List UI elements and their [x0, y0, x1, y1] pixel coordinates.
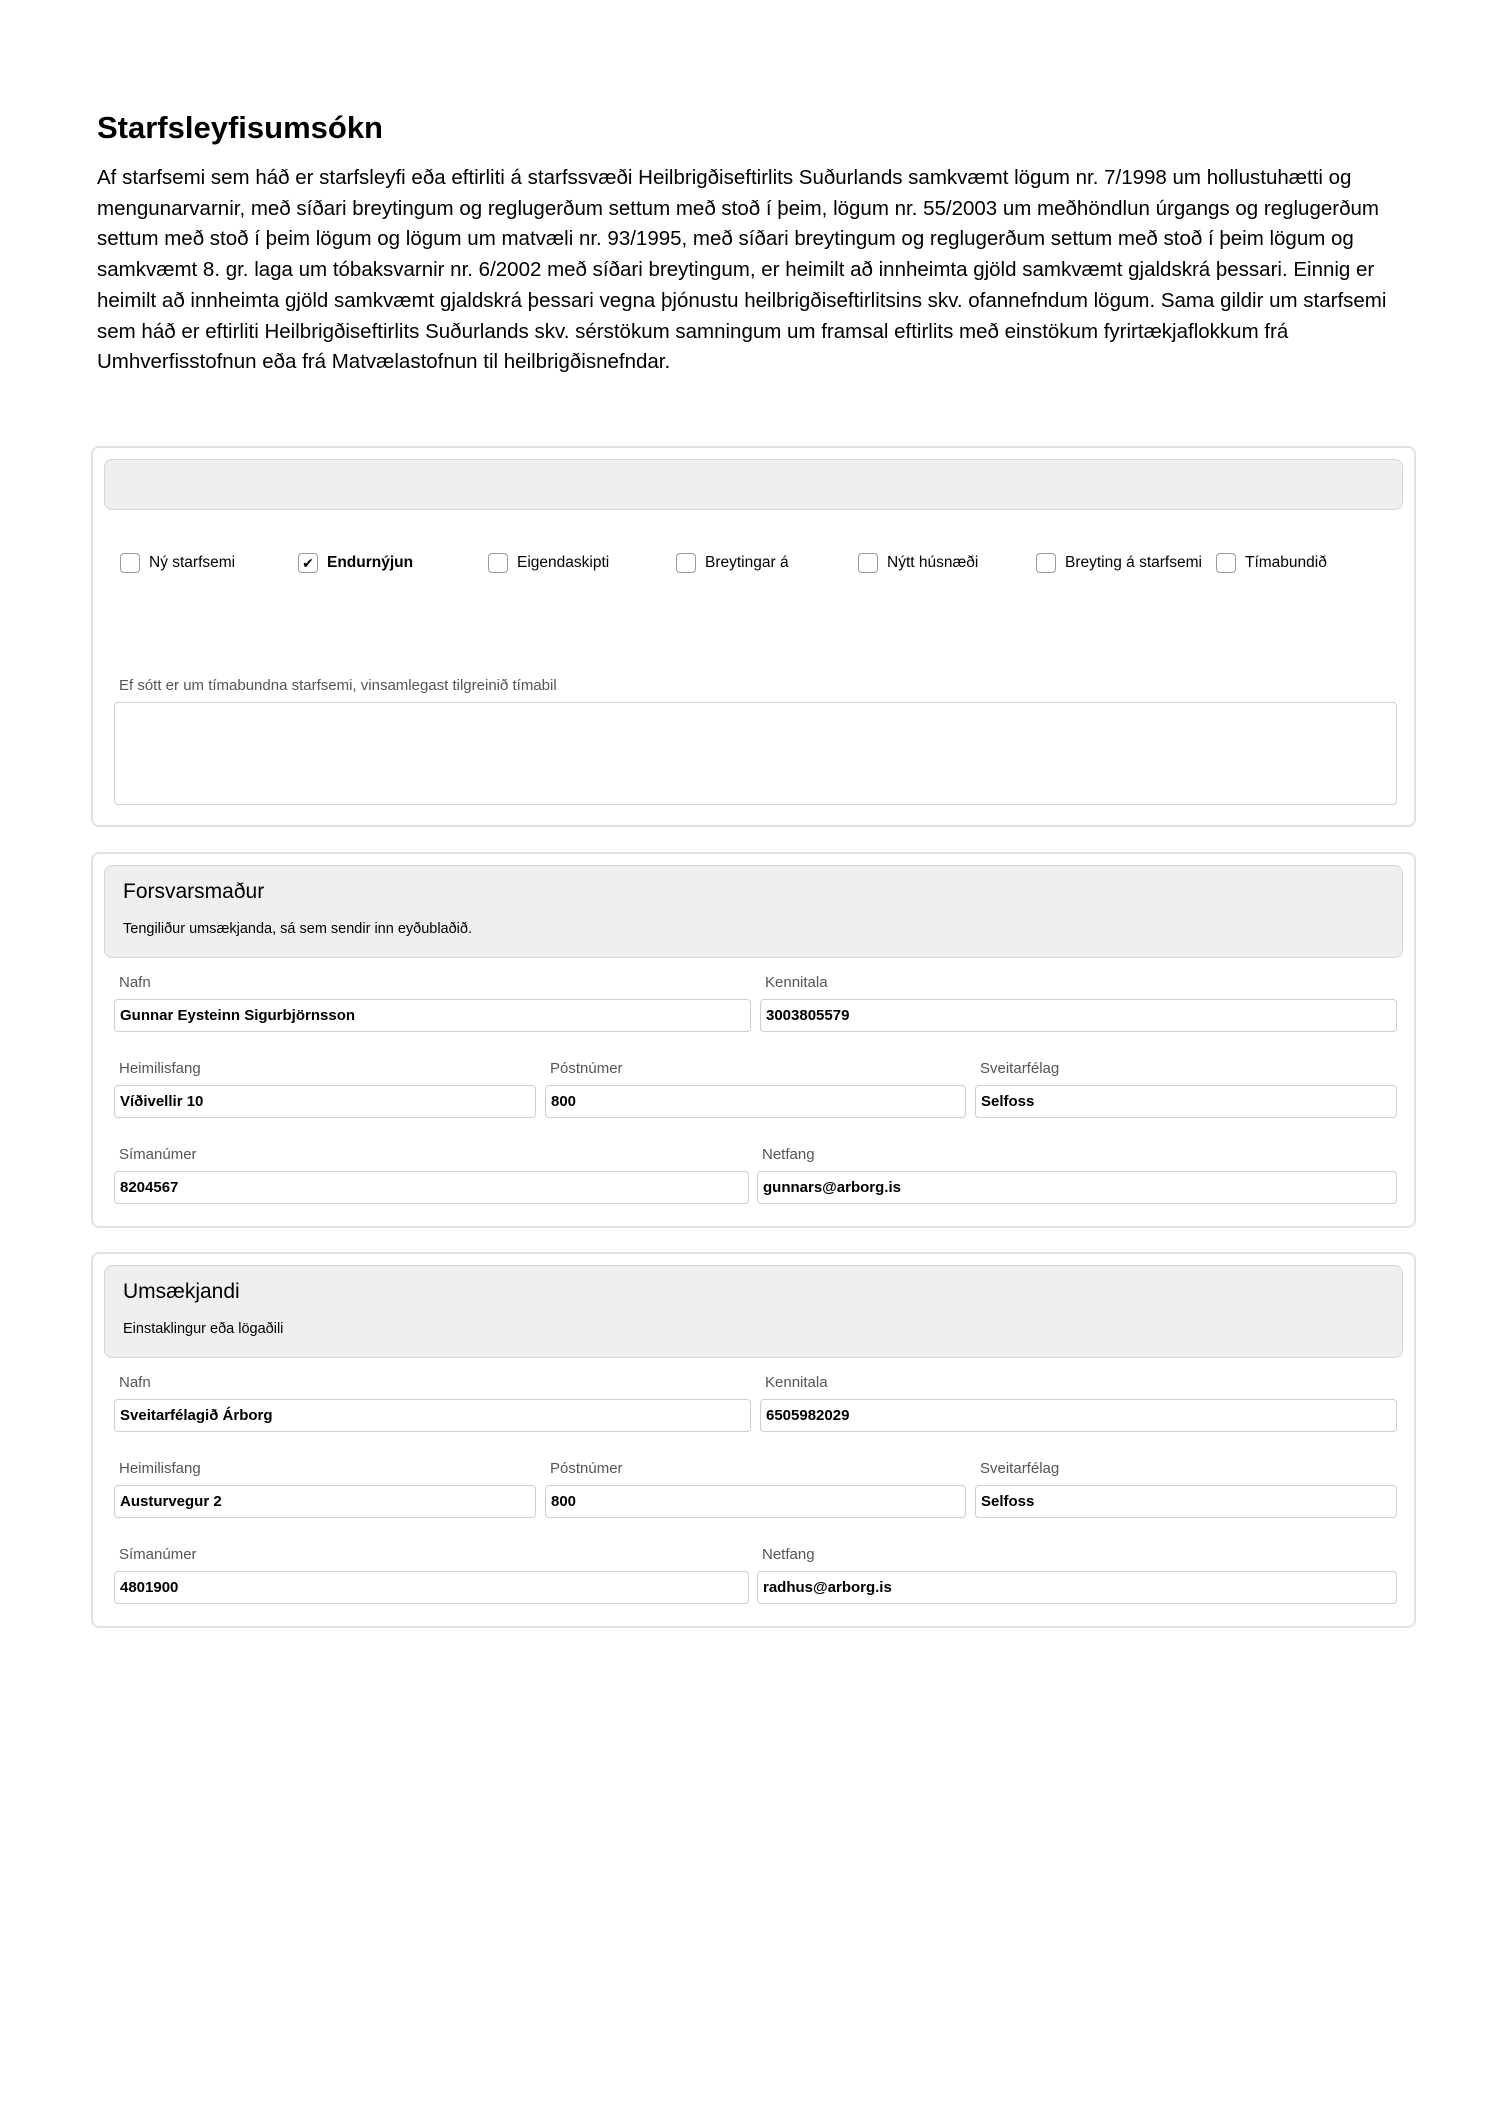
applicant-header [104, 1265, 1403, 1358]
option-temporary[interactable]: Tímabundið [1216, 551, 1327, 575]
checkbox[interactable] [488, 553, 508, 573]
option-new-operation[interactable]: Ný starfsemi [120, 551, 235, 575]
phone-label: Símanúmer [119, 1546, 197, 1563]
ssn-label: Kennitala [765, 974, 828, 991]
intro-text: Af starfsemi sem háð er starfsleyfi eða eftirliti á starfssvæði Heilbrigðiseftirlits Suðurlands samkvæmt lögum nr. 7/1998 um hollustuhætti og mengunarvarnir, með síðari breytingum og reglugerðum settum með stoð í þeim, lögum nr. 55/2003 um meðhöndlun úrgangs og reglugerðum settum með stoð í þeim lögum og lögum um matvæli nr. 93/1995, með síðari breytingum og reglugerðum settum með stoð í þeim lögum og samkvæmt 8. gr. laga um tóbaksvarnir nr. 6/2002 með síðari breytingum, er heimilt að innheimta gjöld samkvæmt gjaldskrá þessari. Einnig er heimilt að innheimta gjöld samkvæmt gjaldskrá þessari vegna þjónustu heilbrigðiseftirlitsins skv. ofannefndum lögum. Sama gildir um starfsemi sem háð er eftirliti Heilbrigðiseftirlits Suðurlands skv. sérstökum samningum um framsal eftirlits með einstökum fyrirtækjaflokkum frá Umhverfisstofnun eða frá Matvælastofnun til heilbrigðisnefndar. [97, 166, 1387, 374]
representative-subheading: Tengiliður umsækjanda, sá sem sendir inn eyðublaðið. [123, 921, 472, 937]
checkbox[interactable] [676, 553, 696, 573]
application-type-panel [91, 446, 1416, 827]
municipality-field[interactable]: Selfoss [975, 1485, 1397, 1518]
email-label: Netfang [762, 1546, 815, 1563]
email-label: Netfang [762, 1146, 815, 1163]
name-field[interactable]: Sveitarfélagið Árborg [114, 1399, 751, 1432]
representative-heading: Forsvarsmaður [123, 880, 265, 903]
postcode-label: Póstnúmer [550, 1460, 623, 1477]
phone-field[interactable]: 8204567 [114, 1171, 749, 1204]
address-label: Heimilisfang [119, 1060, 201, 1077]
applicant-subheading: Einstaklingur eða lögaðili [123, 1321, 284, 1337]
ssn-label: Kennitala [765, 1374, 828, 1391]
municipality-field[interactable]: Selfoss [975, 1085, 1397, 1118]
address-field[interactable]: Austurvegur 2 [114, 1485, 536, 1518]
applicant-heading: Umsækjandi [123, 1280, 240, 1303]
address-field[interactable]: Víðivellir 10 [114, 1085, 536, 1118]
name-field[interactable]: Gunnar Eysteinn Sigurbjörnsson [114, 999, 751, 1032]
ssn-field[interactable]: 3003805579 [760, 999, 1397, 1032]
ssn-field[interactable]: 6505982029 [760, 1399, 1397, 1432]
postcode-field[interactable]: 800 [545, 1085, 966, 1118]
phone-field[interactable]: 4801900 [114, 1571, 749, 1604]
period-textarea[interactable] [114, 702, 1397, 805]
email-field[interactable]: gunnars@arborg.is [757, 1171, 1397, 1204]
email-field[interactable]: radhus@arborg.is [757, 1571, 1397, 1604]
applicant-panel [91, 1252, 1416, 1628]
address-label: Heimilisfang [119, 1460, 201, 1477]
check-icon: ✔ [302, 555, 314, 571]
option-renewal[interactable]: ✔ Endurnýjun [298, 551, 413, 575]
representative-header [104, 865, 1403, 958]
checkbox-checked[interactable] [298, 553, 318, 573]
option-new-premises[interactable]: Nýtt húsnæði [858, 551, 978, 575]
period-label: Ef sótt er um tímabundna starfsemi, vinsamlegast tilgreinið tímabil [119, 677, 557, 694]
application-type-header [104, 459, 1403, 510]
option-changes[interactable]: Breytingar á [676, 551, 789, 575]
postcode-field[interactable]: 800 [545, 1485, 966, 1518]
option-change-of-operation[interactable]: Breyting á starfsemi [1036, 551, 1202, 575]
representative-panel [91, 852, 1416, 1228]
phone-label: Símanúmer [119, 1146, 197, 1163]
municipality-label: Sveitarfélag [980, 1460, 1060, 1477]
name-label: Nafn [119, 1374, 151, 1391]
municipality-label: Sveitarfélag [980, 1060, 1060, 1077]
checkbox[interactable] [120, 553, 140, 573]
postcode-label: Póstnúmer [550, 1060, 623, 1077]
checkbox[interactable] [858, 553, 878, 573]
page-title: Starfsleyfisumsókn [97, 110, 383, 145]
checkbox[interactable] [1036, 553, 1056, 573]
name-label: Nafn [119, 974, 151, 991]
option-change-of-owner[interactable]: Eigendaskipti [488, 551, 609, 575]
checkbox[interactable] [1216, 553, 1236, 573]
